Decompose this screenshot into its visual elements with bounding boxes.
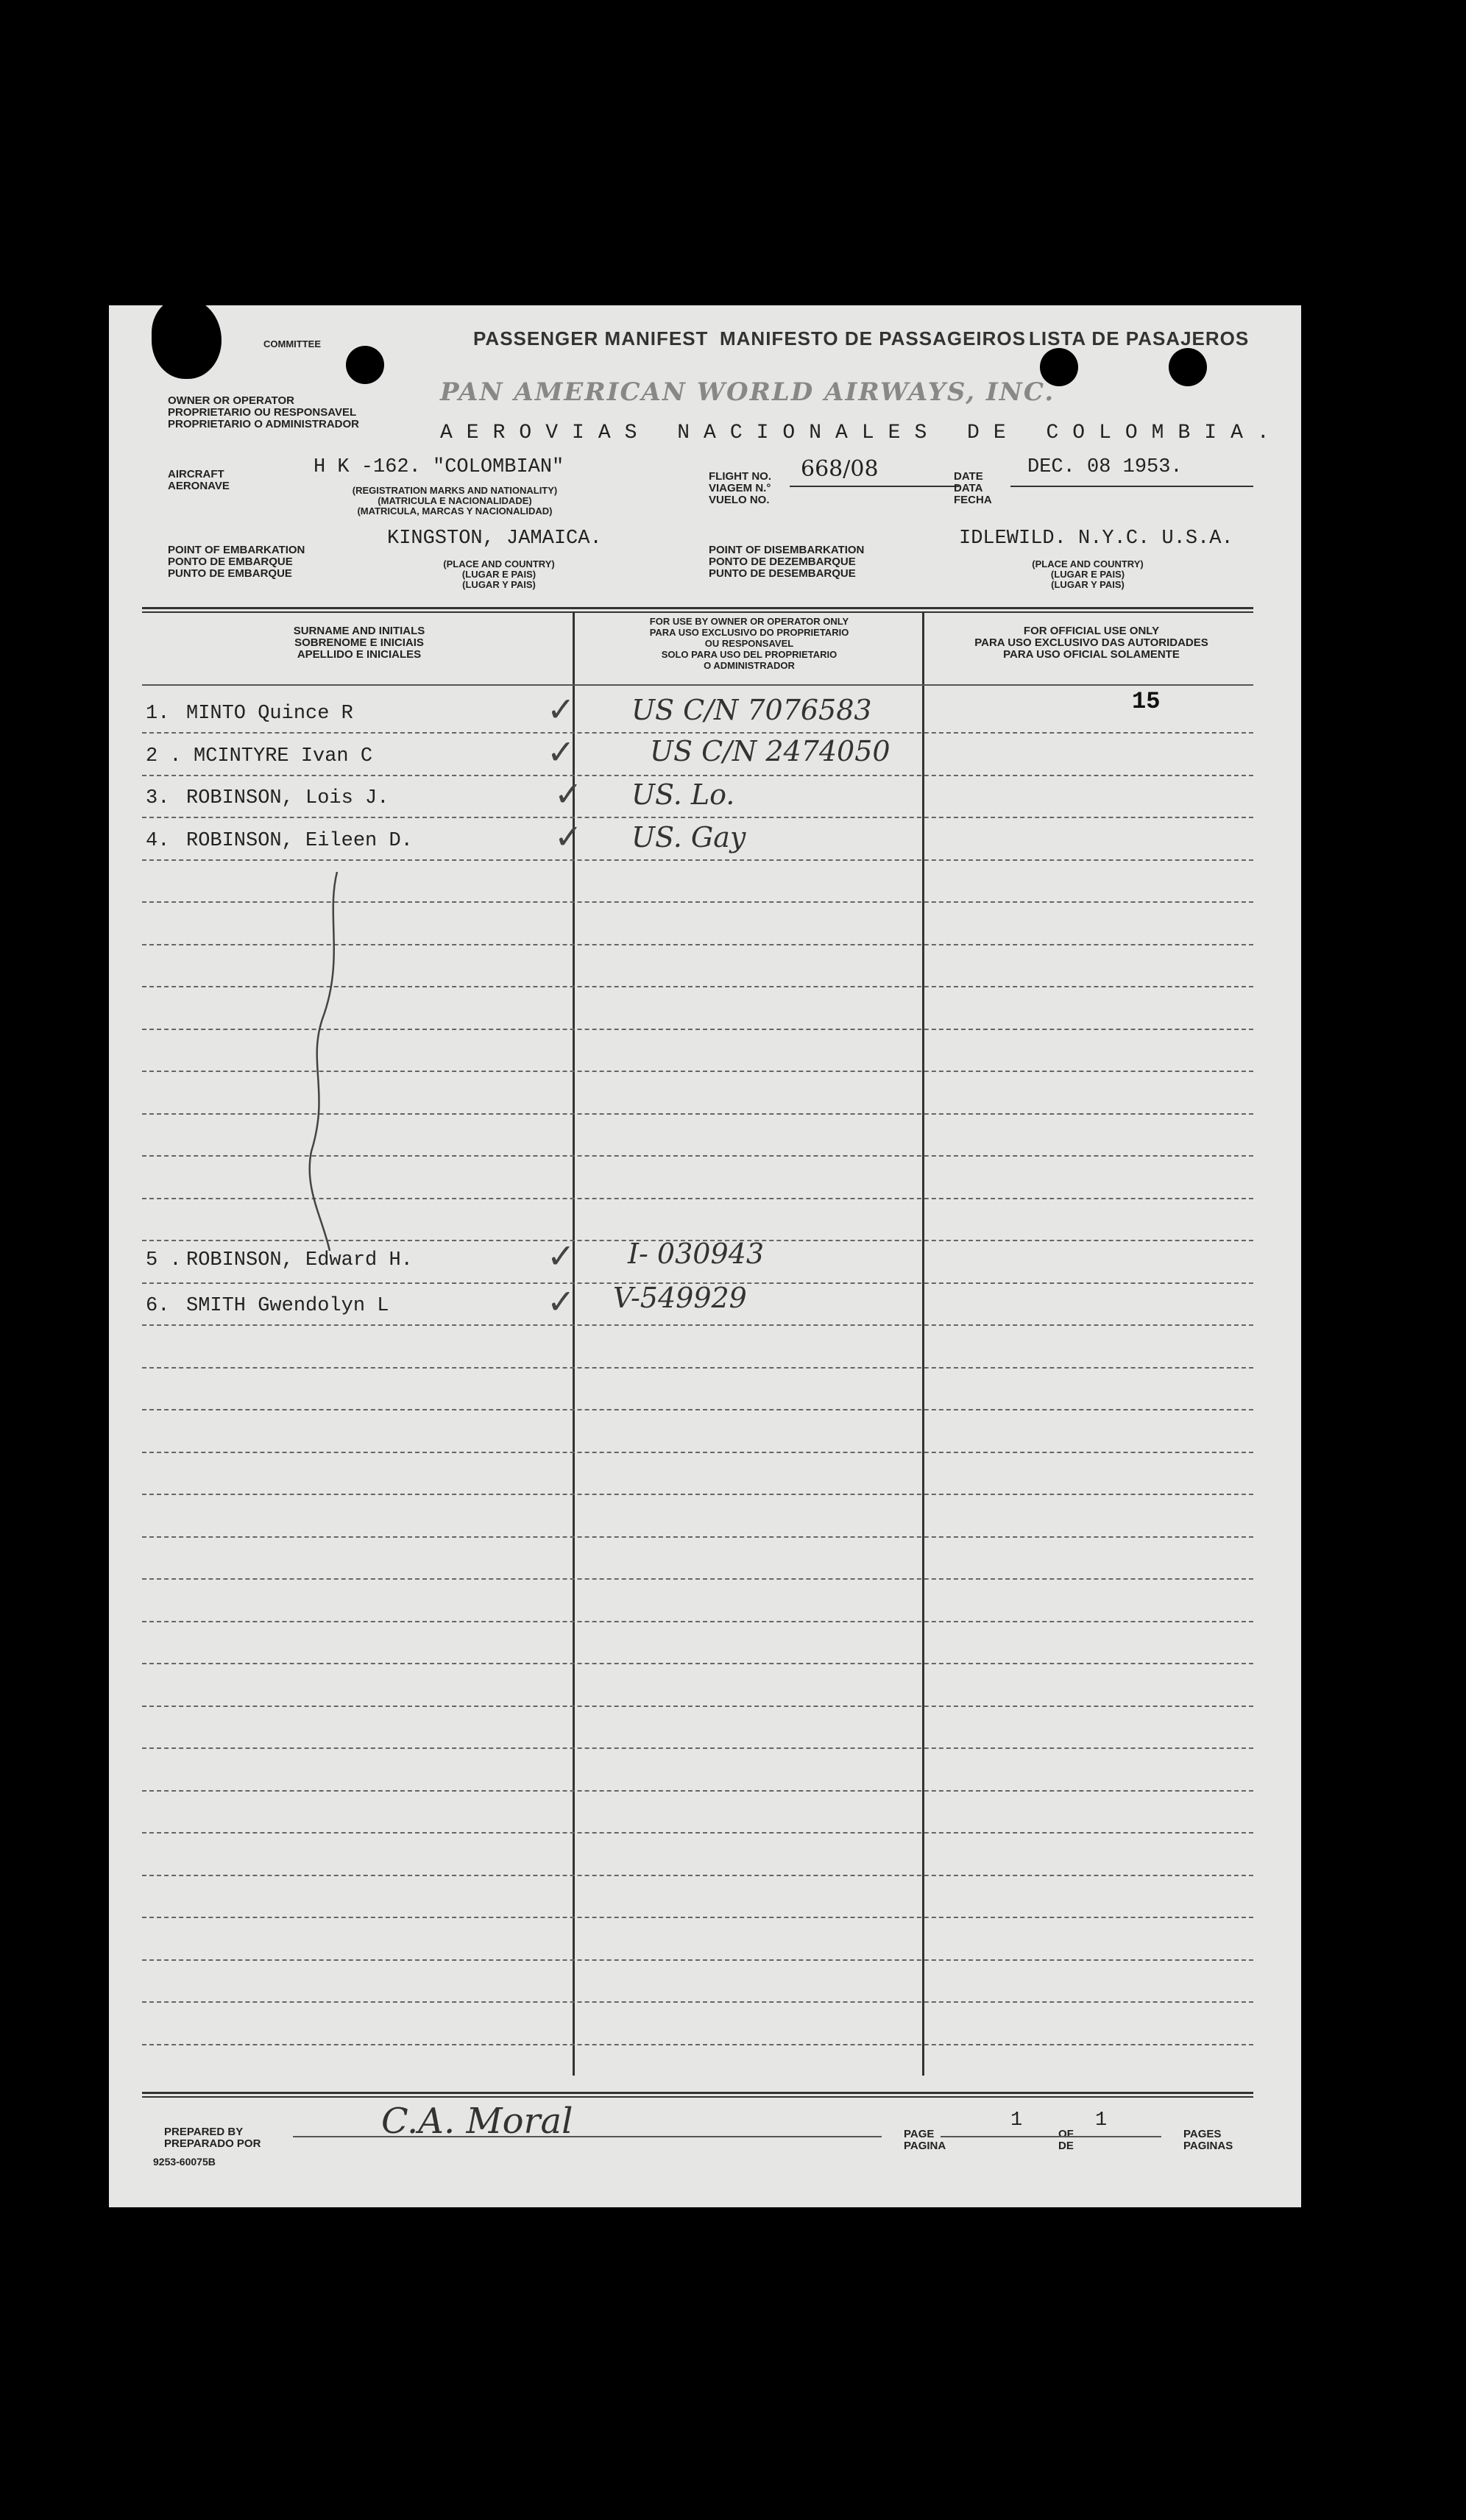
passenger-number: 3. [146, 787, 170, 809]
ruled-line [142, 1959, 1253, 1961]
ruled-line [142, 859, 1253, 861]
check-mark: ✓ [547, 1236, 576, 1276]
passenger-document: US C/N 2474050 [650, 735, 890, 767]
owner-label: OWNER OR OPERATOR PROPRIETARIO OU RESPONSAVEL PROPRIETARIO O ADMINISTRADOR [168, 394, 360, 430]
bracket-mark [293, 872, 352, 1254]
signature-line [293, 2136, 882, 2137]
disembarkation-sublabel: (PLACE AND COUNTRY) (LUGAR E PAIS) (LUGAR Y PAIS) [1032, 558, 1144, 590]
disembarkation-value: IDLEWILD. N.Y.C. U.S.A. [959, 528, 1233, 550]
aircraft-value: H K -162. "COLOMBIAN" [314, 456, 564, 478]
ruled-line [142, 817, 1253, 818]
column-header-official-use: FOR OFFICIAL USE ONLY PARA USO EXCLUSIVO DAS AUTORIDADES PARA USO OFICIAL SOLAMENTE [974, 625, 1208, 661]
check-mark: ✓ [547, 1282, 576, 1321]
passenger-name: SMITH Gwendolyn L [186, 1295, 389, 1317]
ruled-line [142, 1663, 1253, 1664]
prepared-by-label: PREPARED BY PREPARADO POR [164, 2126, 261, 2150]
passenger-row [142, 817, 1253, 859]
passenger-number: 1. [146, 703, 170, 725]
ruled-line [142, 1747, 1253, 1749]
passenger-number: 4. [146, 830, 170, 852]
ruled-line [142, 1790, 1253, 1792]
ruled-line [142, 1917, 1253, 1918]
ruled-line [142, 1409, 1253, 1410]
ruled-line [142, 1367, 1253, 1369]
ruled-line [142, 1536, 1253, 1538]
table-bottom-rule [142, 2092, 1253, 2094]
date-value: DEC. 08 1953. [1027, 456, 1183, 478]
ruled-line [142, 732, 1253, 734]
passenger-name: MCINTYRE Ivan C [194, 745, 373, 767]
passenger-name: MINTO Quince R [186, 703, 353, 725]
ruled-line [142, 1494, 1253, 1495]
column-header-owner-use: FOR USE BY OWNER OR OPERATOR ONLY PARA USO EXCLUSIVO DO PROPRIETARIO OU RESPONSAVEL SOLO PARA USO DEL PROPRIETARIO O ADMINISTRADOR [649, 616, 849, 671]
aircraft-sublabel: (REGISTRATION MARKS AND NATIONALITY) (MATRICULA E NACIONALIDADE) (MATRICULA, MARCAS Y NACIONALIDAD) [352, 485, 558, 517]
passenger-document: US. Lo. [631, 778, 735, 811]
airline-logo: PAN AMERICAN WORLD AIRWAYS, INC. [440, 377, 1055, 407]
owner-value: AEROVIAS NACIONALES DE COLOMBIA. [440, 422, 1283, 444]
passenger-name: ROBINSON, Lois J. [186, 787, 389, 809]
flight-value: 668/08 [801, 456, 879, 482]
ruled-line [142, 1621, 1253, 1622]
header-underline [142, 684, 1253, 686]
form-number: 9253-60075B [153, 2156, 216, 2168]
committee-stub: COMMITTEE [263, 338, 321, 349]
embarkation-value: KINGSTON, JAMAICA. [387, 528, 602, 550]
embarkation-label: POINT OF EMBARKATION PONTO DE EMBARQUE PUNTO DE EMBARQUE [168, 544, 305, 580]
passenger-number: 2 . [146, 745, 182, 767]
ruled-line [142, 1706, 1253, 1707]
page-number: 1 [1010, 2109, 1023, 2132]
check-mark: ✓ [554, 817, 583, 856]
column-header-name: SURNAME AND INITIALS SOBRENOME E INICIAIS APELLIDO E INICIALES [293, 625, 425, 661]
ruled-line [142, 1452, 1253, 1453]
page-label: PAGE PAGINA [904, 2128, 946, 2152]
flight-label: FLIGHT NO. VIAGEM N.° VUELO NO. [709, 470, 771, 506]
passenger-document: US. Gay [631, 821, 746, 853]
passenger-row [142, 1282, 1253, 1324]
punch-hole [1169, 348, 1207, 386]
ruled-line [142, 1578, 1253, 1580]
check-mark: ✓ [547, 732, 576, 772]
title-english: PASSENGER MANIFEST [473, 327, 709, 349]
date-label: DATE DATA FECHA [954, 470, 992, 506]
aircraft-label: AIRCRAFT AERONAVE [168, 468, 230, 492]
passenger-name: ROBINSON, Edward H. [186, 1249, 413, 1271]
ruled-line [142, 1875, 1253, 1876]
passenger-name: ROBINSON, Eileen D. [186, 830, 413, 852]
passenger-document: I- 030943 [628, 1238, 764, 1270]
corner-tear [152, 305, 222, 379]
ruled-line [142, 2044, 1253, 2045]
title-spanish: LISTA DE PASAJEROS [1029, 327, 1250, 349]
table-top-rule-2 [142, 611, 1253, 613]
page-line [941, 2136, 1161, 2137]
ruled-line [142, 2001, 1253, 2003]
passenger-document: V-549929 [613, 1282, 747, 1314]
table-top-rule [142, 607, 1253, 609]
pages-label: PAGES PAGINAS [1183, 2128, 1233, 2152]
ruled-line [142, 1324, 1253, 1326]
embarkation-sublabel: (PLACE AND COUNTRY) (LUGAR E PAIS) (LUGAR Y PAIS) [443, 558, 555, 590]
official-count: 15 [1132, 688, 1161, 715]
page-total: 1 [1095, 2109, 1108, 2132]
ruled-line [142, 775, 1253, 776]
passenger-document: US C/N 7076583 [631, 694, 872, 726]
passenger-number: 5 . [146, 1249, 182, 1271]
punch-hole [346, 346, 384, 384]
check-mark: ✓ [547, 689, 576, 729]
disembarkation-label: POINT OF DISEMBARKATION PONTO DE DEZEMBARQUE PUNTO DE DESEMBARQUE [709, 544, 865, 580]
passenger-number: 6. [146, 1295, 170, 1317]
manifest-form [109, 305, 1301, 2207]
date-underline [1010, 486, 1253, 487]
table-bottom-rule-2 [142, 2096, 1253, 2098]
signature: C.A. Moral [381, 2101, 573, 2142]
ruled-line [142, 1832, 1253, 1834]
check-mark: ✓ [554, 774, 583, 814]
title-portuguese: MANIFESTO DE PASSAGEIROS [720, 327, 1026, 349]
of-label: OF DE [1058, 2128, 1074, 2152]
passenger-row [142, 732, 1253, 775]
flight-underline [790, 486, 959, 487]
passenger-row [142, 774, 1253, 817]
